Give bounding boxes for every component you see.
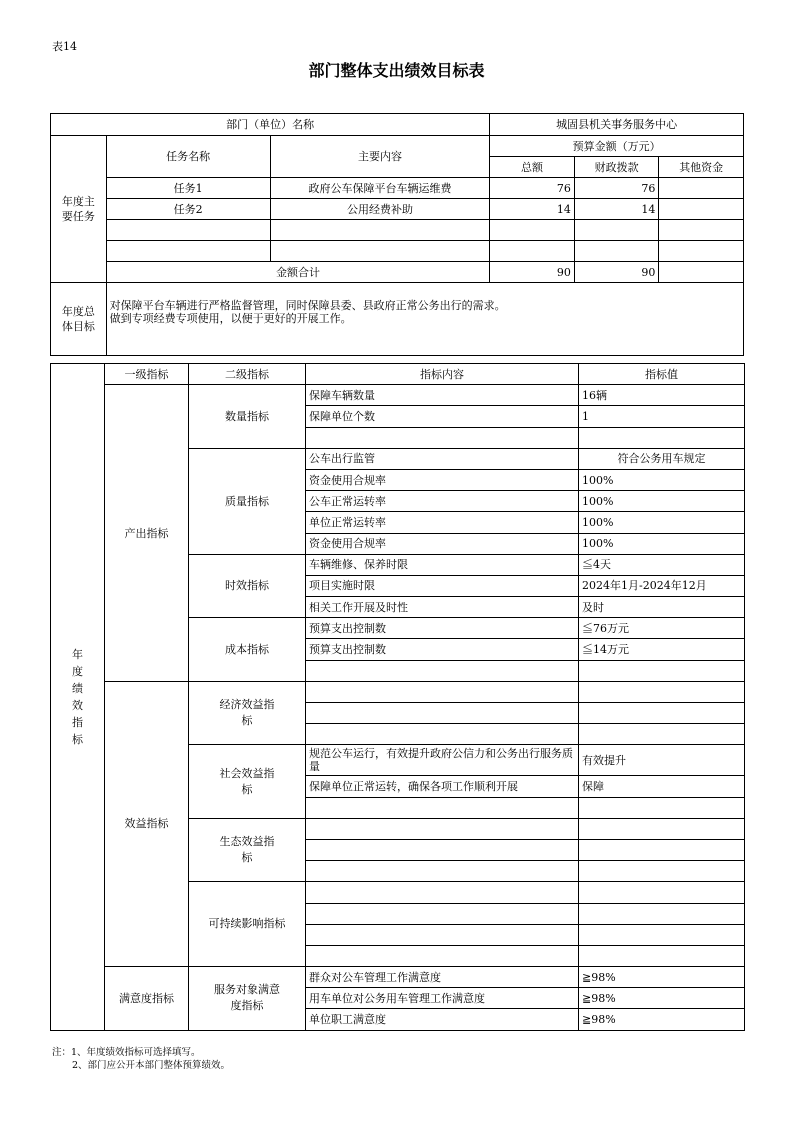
indicator-value: 及时 — [579, 597, 745, 618]
goal-text — [106, 283, 743, 356]
quantity-indicator: 数量指标 — [189, 385, 306, 449]
indicator-content: 公车正常运转率 — [306, 491, 579, 512]
footnotes — [52, 1046, 230, 1072]
indicator-content: 项目实施时限 — [306, 575, 579, 596]
time-indicator: 时效指标 — [189, 554, 306, 618]
indicator-content: 单位职工满意度 — [306, 1009, 579, 1030]
cost-indicator: 成本指标 — [189, 618, 306, 682]
indicator-value: 2024年1月-2024年12月 — [579, 575, 745, 596]
task-content: 政府公车保障平台车辆运维费 — [270, 178, 490, 199]
output-indicator: 产出指标 — [105, 385, 189, 682]
indicator-value: ≧98% — [579, 1009, 745, 1030]
indicator-content: 保障单位个数 — [306, 406, 579, 427]
indicator-value: 100% — [579, 533, 745, 554]
goal-label: 年度总体目标 — [51, 283, 107, 356]
indicator-content: 预算支出控制数 — [306, 618, 579, 639]
ecological-benefit-indicator: 生态效益指标 — [189, 818, 306, 882]
indicator-content: 单位正常运转率 — [306, 512, 579, 533]
sum-total: 90 — [490, 262, 575, 283]
table-row-empty — [51, 681, 745, 702]
page-title: 部门整体支出绩效目标表 — [308, 61, 485, 80]
footnote-1: 注：1、年度绩效指标可选择填写。 — [52, 1047, 201, 1058]
task-name: 任务1 — [106, 178, 270, 199]
social-benefit-indicator: 社会效益指标 — [189, 745, 306, 818]
indicator-value: 100% — [579, 491, 745, 512]
service-satisfaction-indicator: 服务对象满意度指标 — [189, 967, 306, 1031]
goal-row — [51, 283, 744, 356]
goal-line-1: 对保障平台车辆进行严格监督管理，同时保障县委、县政府正常公务出行的需求。 — [109, 299, 506, 312]
indicator-content: 相关工作开展及时性 — [306, 597, 579, 618]
task-fiscal: 14 — [574, 199, 659, 220]
task-total: 76 — [490, 178, 575, 199]
performance-indicator-table — [50, 363, 745, 1031]
indicator-value: 100% — [579, 469, 745, 490]
indicator-value: ≦14万元 — [579, 639, 745, 660]
task-row-empty — [51, 241, 744, 262]
col-task-name: 任务名称 — [106, 136, 270, 178]
indicator-value: ≧98% — [579, 988, 745, 1009]
indicator-value: 16辆 — [579, 385, 745, 406]
task-row-empty — [51, 220, 744, 241]
indicator-value: 1 — [579, 406, 745, 427]
task-row — [51, 178, 744, 199]
task-total: 14 — [490, 199, 575, 220]
sum-label: 金额合计 — [106, 262, 490, 283]
dept-value: 城固县机关事务服务中心 — [490, 114, 744, 136]
col-level2: 二级指标 — [189, 364, 306, 385]
sum-row — [51, 262, 744, 283]
col-fiscal: 财政拨款 — [574, 157, 659, 178]
indicator-content: 规范公车运行，有效提升政府公信力和公务出行服务质量 — [306, 745, 579, 776]
economic-benefit-indicator: 经济效益指标 — [189, 681, 306, 745]
col-other: 其他资金 — [659, 157, 744, 178]
indicator-content: 车辆维修、保养时限 — [306, 554, 579, 575]
satisfaction-indicator: 满意度指标 — [105, 967, 189, 1031]
indicator-content: 资金使用合规率 — [306, 469, 579, 490]
indicator-value: ≧98% — [579, 967, 745, 988]
col-indicator-value: 指标值 — [579, 364, 745, 385]
tasks-header-row — [51, 136, 744, 157]
col-main-content: 主要内容 — [270, 136, 490, 178]
perf-section-label: 年度绩效指标 — [51, 364, 105, 1031]
table-row — [51, 967, 745, 988]
quality-indicator: 质量指标 — [189, 448, 306, 554]
indicator-value: 100% — [579, 512, 745, 533]
task-other — [659, 178, 744, 199]
indicator-value: ≦76万元 — [579, 618, 745, 639]
dept-label: 部门（单位）名称 — [51, 114, 490, 136]
indicator-content: 资金使用合规率 — [306, 533, 579, 554]
task-name: 任务2 — [106, 199, 270, 220]
indicator-value: 符合公务用车规定 — [579, 448, 745, 469]
indicator-value: 保障 — [579, 776, 745, 797]
indicator-value: ≦4天 — [579, 554, 745, 575]
perf-header-row — [51, 364, 745, 385]
sustainable-impact-indicator: 可持续影响指标 — [189, 882, 306, 967]
indicator-content: 保障单位正常运转，确保各项工作顺利开展 — [306, 776, 579, 797]
col-indicator-content: 指标内容 — [306, 364, 579, 385]
col-total: 总额 — [490, 157, 575, 178]
table-row — [51, 385, 745, 406]
tasks-section-label: 年度主要任务 — [51, 136, 107, 283]
indicator-content: 用车单位对公务用车管理工作满意度 — [306, 988, 579, 1009]
sum-fiscal: 90 — [574, 262, 659, 283]
indicator-content: 保障车辆数量 — [306, 385, 579, 406]
dept-row — [51, 114, 744, 136]
indicator-content: 公车出行监管 — [306, 448, 579, 469]
task-content: 公用经费补助 — [270, 199, 490, 220]
budget-task-table-main — [50, 113, 744, 356]
indicator-value: 有效提升 — [579, 745, 745, 776]
task-other — [659, 199, 744, 220]
indicator-content: 群众对公车管理工作满意度 — [306, 967, 579, 988]
benefit-indicator: 效益指标 — [105, 681, 189, 966]
col-level1: 一级指标 — [105, 364, 189, 385]
task-fiscal: 76 — [574, 178, 659, 199]
task-row — [51, 199, 744, 220]
footnote-2: 2、部门应公开本部门整体预算绩效。 — [72, 1060, 231, 1071]
table-number: 表14 — [52, 40, 77, 53]
col-budget-amount: 预算金额（万元） — [490, 136, 744, 157]
indicator-content: 预算支出控制数 — [306, 639, 579, 660]
goal-line-2: 做到专项经费专项使用，以便于更好的开展工作。 — [109, 312, 352, 325]
